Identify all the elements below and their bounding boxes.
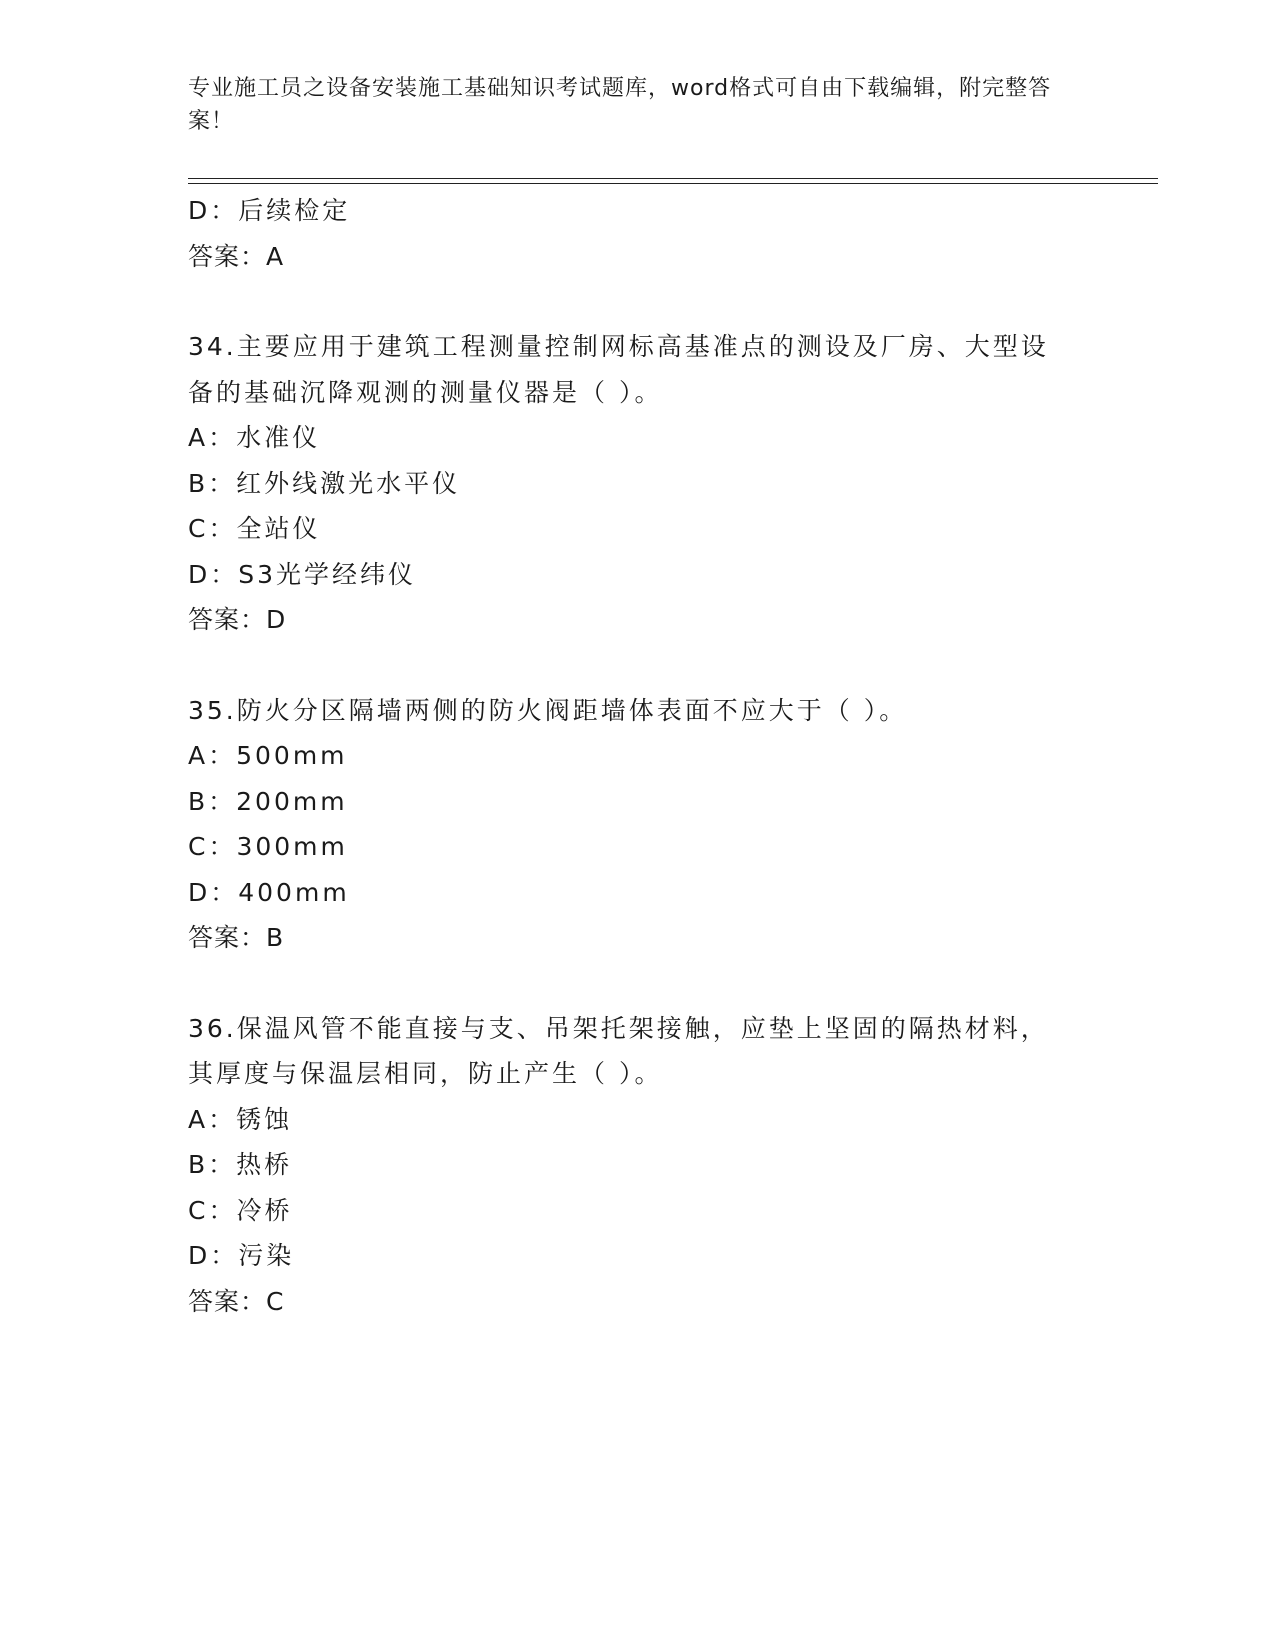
answer: 答案：D — [188, 605, 287, 634]
answer: 答案：B — [188, 923, 285, 952]
question-34 — [188, 324, 1088, 643]
continuation-answer: 答案：A — [188, 241, 285, 271]
option-b: B：热桥 — [188, 1150, 293, 1179]
question-stem: 其厚度与保温层相同，防止产生（ ）。 — [188, 1059, 663, 1088]
question-stem: 36.保温风管不能直接与支、吊架托架接触，应垫上坚固的隔热材料， — [188, 1013, 1049, 1043]
continuation-option-d: D：后续检定 — [188, 196, 351, 225]
option-b: B：200mm — [188, 786, 348, 816]
spacer — [188, 961, 1088, 1006]
question-stem: 35.防火分区隔墙两侧的防火阀距墙体表面不应大于（ ）。 — [188, 695, 908, 725]
option-c: C：300mm — [188, 832, 348, 861]
question-35 — [188, 688, 1088, 961]
question-stem: 备的基础沉降观测的测量仪器是（ ）。 — [188, 377, 663, 407]
option-a: A：水准仪 — [188, 423, 321, 452]
question-stem: 34.主要应用于建筑工程测量控制网标高基准点的测设及厂房、大型设 — [188, 332, 1049, 361]
option-a: A：锈蚀 — [188, 1104, 293, 1134]
question-list — [188, 188, 1088, 1324]
option-d: D：污染 — [188, 1241, 295, 1270]
option-d: D：S3光学经纬仪 — [188, 559, 417, 589]
header-rule-top — [188, 178, 1158, 179]
document-header: 专业施工员之设备安装施工基础知识考试题库，word格式可自由下载编辑，附完整答案！ — [188, 76, 1052, 134]
question-36 — [188, 1006, 1088, 1325]
option-a: A：500mm — [188, 741, 348, 770]
spacer — [188, 279, 1088, 324]
answer: 答案：C — [188, 1286, 285, 1316]
spacer — [188, 643, 1088, 688]
option-d: D：400mm — [188, 877, 350, 907]
header-rule-bottom — [188, 183, 1158, 184]
option-b: B：红外线激光水平仪 — [188, 468, 461, 498]
option-c: C：全站仪 — [188, 514, 321, 543]
option-c: C：冷桥 — [188, 1195, 293, 1225]
